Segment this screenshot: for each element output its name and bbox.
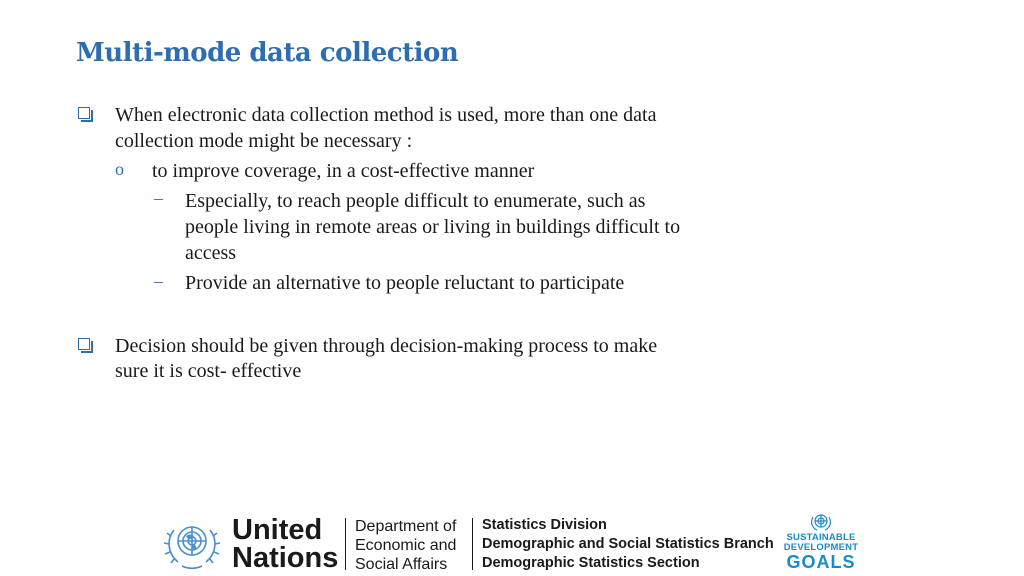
desa-text	[355, 517, 456, 574]
sdg-goals-text: GOALS	[786, 552, 856, 572]
sub-sub-1-line-2: people living in remote areas or living in buildings difficult to	[185, 216, 681, 238]
dash-bullet-icon: –	[154, 271, 163, 291]
sub-sub-1-line-3: access	[185, 242, 237, 264]
desa-line-2: Economic and	[355, 537, 457, 554]
desa-line-3: Social Affairs	[355, 556, 448, 573]
stats-line-1: Statistics Division	[482, 517, 607, 533]
statistics-division-text	[482, 516, 774, 573]
footer-logos	[160, 510, 860, 576]
sub-bullet-text: to improve coverage, in a cost-effective manner	[152, 160, 535, 182]
sub-sub-2-line-1: Provide an alternative to people reluctant to participate	[185, 272, 625, 294]
un-wordmark-line-2: Nations	[232, 542, 339, 574]
sdg-line-2: DEVELOPMENT	[783, 542, 859, 553]
divider	[345, 518, 346, 570]
divider	[472, 518, 473, 570]
square-bullet-icon	[78, 107, 90, 119]
bullet-2-line-1: Decision should be given through decision-making process to make	[115, 335, 658, 357]
sdg-line-1: SUSTAINABLE	[786, 532, 856, 543]
sdg-logo	[782, 512, 860, 572]
bullet-1-line-2: collection mode might be necessary :	[115, 130, 413, 152]
stats-line-2: Demographic and Social Statistics Branch	[482, 536, 774, 552]
un-emblem-icon	[160, 514, 224, 572]
dash-bullet-icon: –	[154, 188, 163, 208]
bullet-1-line-1: When electronic data collection method is used, more than one data	[115, 104, 657, 126]
desa-line-1: Department of	[355, 518, 457, 535]
stats-line-3: Demographic Statistics Section	[482, 555, 700, 571]
circle-bullet-icon: o	[115, 159, 124, 179]
un-wordmark-line-1: United	[232, 514, 323, 546]
un-emblem-small-icon	[810, 512, 832, 532]
sub-sub-1-line-1: Especially, to reach people difficult to enumerate, such as	[185, 190, 646, 212]
slide-title: Multi-mode data collection	[76, 38, 459, 68]
square-bullet-icon	[78, 338, 90, 350]
bullet-2-line-2: sure it is cost- effective	[115, 360, 302, 382]
